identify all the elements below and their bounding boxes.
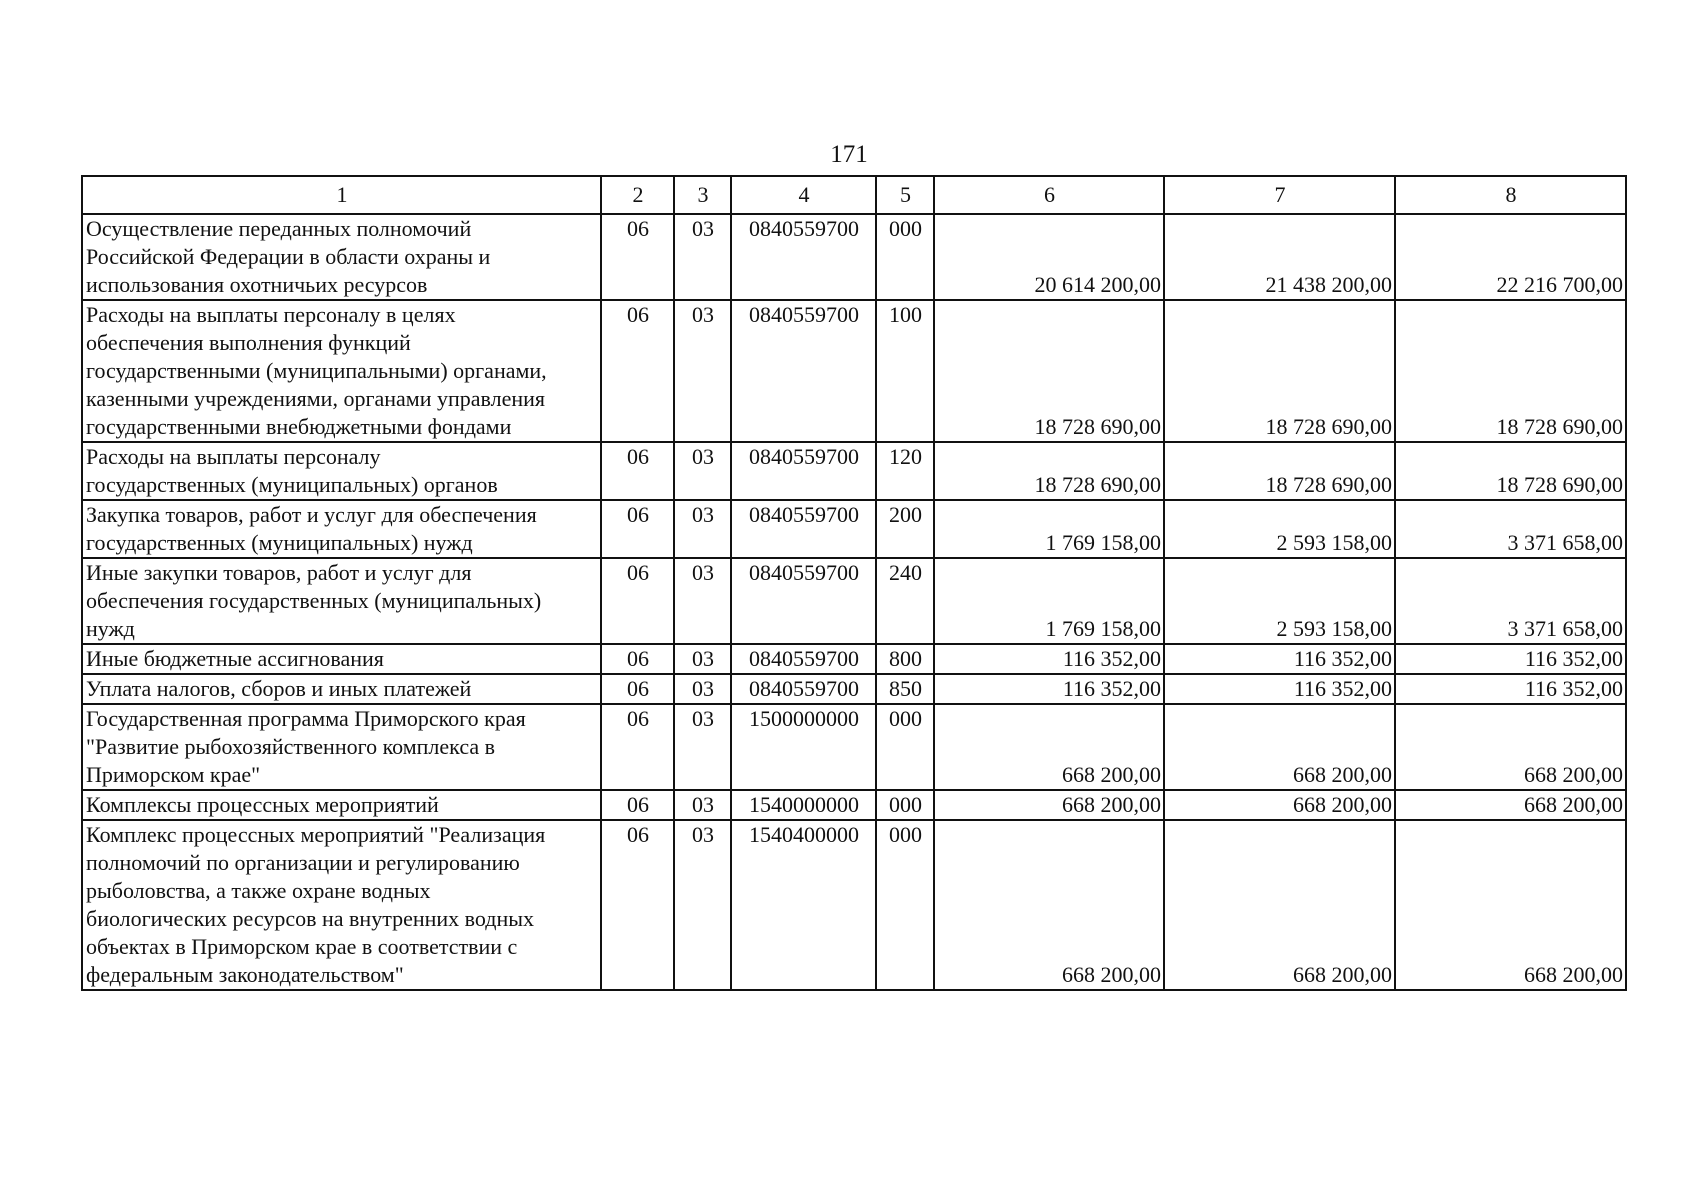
amount-col7: 2 593 158,00 (1164, 500, 1395, 558)
amount-col8: 3 371 658,00 (1395, 500, 1626, 558)
header-cell: 6 (934, 176, 1164, 214)
row-name: Уплата налогов, сборов и иных платежей (82, 674, 601, 704)
amount-col6: 18 728 690,00 (934, 442, 1164, 500)
header-cell: 8 (1395, 176, 1626, 214)
table-row (82, 300, 1626, 442)
section-code: 06 (601, 674, 674, 704)
row-name: Закупка товаров, работ и услуг для обеспечения государственных (муниципальных) нужд (82, 500, 601, 558)
row-name: Иные бюджетные ассигнования (82, 644, 601, 674)
target-article-code: 0840559700 (731, 500, 876, 558)
subsection-code: 03 (674, 820, 731, 990)
subsection-code: 03 (674, 214, 731, 300)
amount-col7: 2 593 158,00 (1164, 558, 1395, 644)
expense-type-code: 800 (876, 644, 934, 674)
subsection-code: 03 (674, 704, 731, 790)
amount-col7: 116 352,00 (1164, 674, 1395, 704)
row-name: Расходы на выплаты персоналу государственных (муниципальных) органов (82, 442, 601, 500)
target-article-code: 1500000000 (731, 704, 876, 790)
section-code: 06 (601, 442, 674, 500)
header-cell: 3 (674, 176, 731, 214)
subsection-code: 03 (674, 500, 731, 558)
table-row (82, 214, 1626, 300)
amount-col8: 22 216 700,00 (1395, 214, 1626, 300)
table-row (82, 442, 1626, 500)
amount-col6: 1 769 158,00 (934, 558, 1164, 644)
amount-col6: 20 614 200,00 (934, 214, 1164, 300)
target-article-code: 0840559700 (731, 558, 876, 644)
amount-col7: 668 200,00 (1164, 790, 1395, 820)
amount-col6: 668 200,00 (934, 820, 1164, 990)
amount-col8: 116 352,00 (1395, 644, 1626, 674)
section-code: 06 (601, 500, 674, 558)
amount-col6: 116 352,00 (934, 674, 1164, 704)
subsection-code: 03 (674, 558, 731, 644)
expense-type-code: 200 (876, 500, 934, 558)
amount-col8: 3 371 658,00 (1395, 558, 1626, 644)
expense-type-code: 000 (876, 704, 934, 790)
table-row (82, 790, 1626, 820)
section-code: 06 (601, 820, 674, 990)
expense-type-code: 000 (876, 214, 934, 300)
table-row (82, 820, 1626, 990)
target-article-code: 0840559700 (731, 674, 876, 704)
amount-col8: 18 728 690,00 (1395, 300, 1626, 442)
section-code: 06 (601, 790, 674, 820)
section-code: 06 (601, 300, 674, 442)
section-code: 06 (601, 214, 674, 300)
target-article-code: 1540400000 (731, 820, 876, 990)
subsection-code: 03 (674, 674, 731, 704)
expense-type-code: 850 (876, 674, 934, 704)
expense-type-code: 120 (876, 442, 934, 500)
amount-col8: 668 200,00 (1395, 820, 1626, 990)
amount-col7: 668 200,00 (1164, 820, 1395, 990)
amount-col6: 668 200,00 (934, 790, 1164, 820)
target-article-code: 1540000000 (731, 790, 876, 820)
table-row (82, 704, 1626, 790)
header-cell: 5 (876, 176, 934, 214)
budget-table (81, 175, 1627, 991)
amount-col7: 18 728 690,00 (1164, 442, 1395, 500)
subsection-code: 03 (674, 300, 731, 442)
header-cell: 7 (1164, 176, 1395, 214)
subsection-code: 03 (674, 442, 731, 500)
row-name: Иные закупки товаров, работ и услуг для обеспечения государственных (муниципальных) нужд (82, 558, 601, 644)
table-row (82, 644, 1626, 674)
subsection-code: 03 (674, 790, 731, 820)
amount-col7: 21 438 200,00 (1164, 214, 1395, 300)
expense-type-code: 100 (876, 300, 934, 442)
header-cell: 1 (82, 176, 601, 214)
target-article-code: 0840559700 (731, 300, 876, 442)
row-name: Осуществление переданных полномочий Российской Федерации в области охраны и использования охотничьих ресурсов (82, 214, 601, 300)
target-article-code: 0840559700 (731, 644, 876, 674)
row-name: Расходы на выплаты персоналу в целях обеспечения выполнения функций государственными (муниципальными) органами, казенными учреждениями, органами управления государственными внебюджетными фондами (82, 300, 601, 442)
amount-col8: 18 728 690,00 (1395, 442, 1626, 500)
target-article-code: 0840559700 (731, 442, 876, 500)
row-name: Комплекс процессных мероприятий "Реализация полномочий по организации и регулированию рыболовства, а также охране водных биологических ресурсов на внутренних водных объектах в Приморском крае в соответствии с федеральным законодательством" (82, 820, 601, 990)
page-number: 171 (830, 141, 868, 168)
target-article-code: 0840559700 (731, 214, 876, 300)
header-cell: 2 (601, 176, 674, 214)
amount-col8: 116 352,00 (1395, 674, 1626, 704)
row-name: Комплексы процессных мероприятий (82, 790, 601, 820)
expense-type-code: 240 (876, 558, 934, 644)
amount-col6: 18 728 690,00 (934, 300, 1164, 442)
amount-col6: 1 769 158,00 (934, 500, 1164, 558)
expense-type-code: 000 (876, 790, 934, 820)
table-row (82, 558, 1626, 644)
amount-col6: 668 200,00 (934, 704, 1164, 790)
amount-col8: 668 200,00 (1395, 704, 1626, 790)
amount-col7: 116 352,00 (1164, 644, 1395, 674)
expense-type-code: 000 (876, 820, 934, 990)
section-code: 06 (601, 644, 674, 674)
amount-col7: 18 728 690,00 (1164, 300, 1395, 442)
table-row (82, 674, 1626, 704)
amount-col8: 668 200,00 (1395, 790, 1626, 820)
header-row (82, 176, 1626, 214)
amount-col7: 668 200,00 (1164, 704, 1395, 790)
subsection-code: 03 (674, 644, 731, 674)
amount-col6: 116 352,00 (934, 644, 1164, 674)
header-cell: 4 (731, 176, 876, 214)
table-row (82, 500, 1626, 558)
section-code: 06 (601, 558, 674, 644)
row-name: Государственная программа Приморского края "Развитие рыбохозяйственного комплекса в Приморском крае" (82, 704, 601, 790)
section-code: 06 (601, 704, 674, 790)
